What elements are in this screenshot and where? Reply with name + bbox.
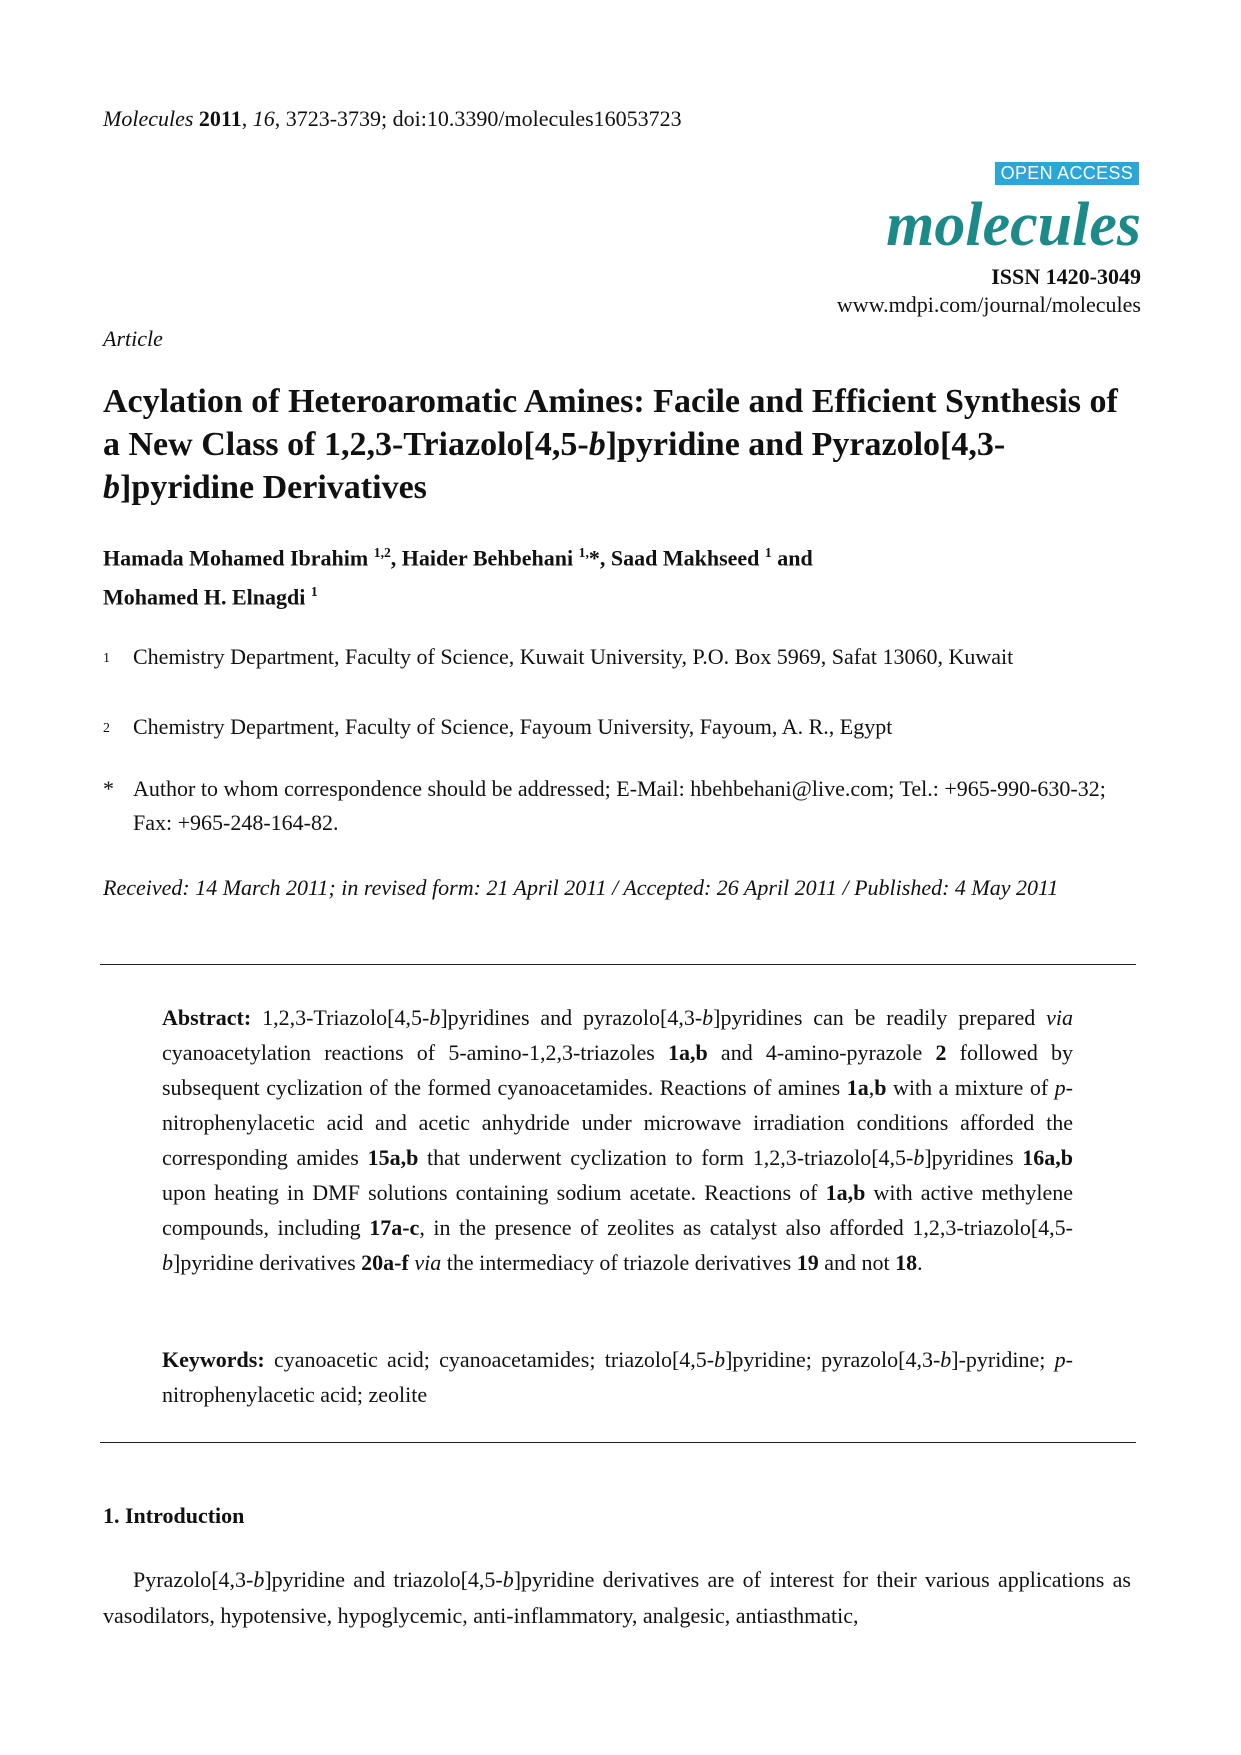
article-type: Article xyxy=(103,326,163,351)
keywords: Keywords: cyanoacetic acid; cyanoacetamides; triazolo[4,5-b]pyridine; pyrazolo[4,3-b]-pyridine; p-nitrophenylacetic acid; zeolite xyxy=(162,1347,1073,1407)
introduction-paragraph: Pyrazolo[4,3-b]pyridine and triazolo[4,5-b]pyridine derivatives are of interest for their various applications as vasodilators, hypotensive, hypoglycemic, anti-inflammatory, analgesic, antiasthmatic, xyxy=(103,1567,1131,1628)
correspondence-marker: * xyxy=(103,776,114,801)
publication-dates: Received: 14 March 2011; in revised form: 21 April 2011 / Accepted: 26 April 2011 / Published: 4 May 2011 xyxy=(103,875,1059,900)
affiliation-marker: 2 xyxy=(103,721,110,736)
affiliation-1 xyxy=(103,640,1143,676)
journal-logo: molecules xyxy=(886,191,1141,259)
section-heading: 1. Introduction xyxy=(103,1503,245,1528)
journal-url[interactable]: www.mdpi.com/journal/molecules xyxy=(836,292,1141,317)
correspondence-text: Author to whom correspondence should be addressed; E-Mail: hbehbehani@live.com; Tel.: +965-990-630-32; Fax: +965-248-164-82. xyxy=(133,776,1106,835)
affiliation-text: Chemistry Department, Faculty of Science, Kuwait University, P.O. Box 5969, Safat 13060, Kuwait xyxy=(133,644,1014,669)
affiliation-text: Chemistry Department, Faculty of Science, Fayoum University, Fayoum, A. R., Egypt xyxy=(133,714,893,739)
affiliation-marker: 1 xyxy=(103,651,110,666)
correspondence xyxy=(103,772,1143,840)
open-access-badge: OPEN ACCESS xyxy=(995,162,1139,185)
affiliation-2 xyxy=(103,710,1143,746)
abstract: Abstract: 1,2,3-Triazolo[4,5-b]pyridines and pyrazolo[4,3-b]pyridines can be readily prepared via cyanoacetylation reactions of 5-amino-1,2,3-triazoles 1a,b and 4-amino-pyrazole 2 followed by subsequent cyclization of the formed cyanoacetamides. Reactions of amines 1a,b with a mixture of p-nitrophenylacetic acid and acetic anhydride under microwave irradiation conditions afforded the corresponding amides 15a,b that underwent cyclization to form 1,2,3-triazolo[4,5-b]pyridines 16a,b upon heating in DMF solutions containing sodium acetate. Reactions of 1a,b with active methylene compounds, including 17a-c, in the presence of zeolites as catalyst also afforded 1,2,3-triazolo[4,5-b]pyridine derivatives 20a-f via the intermediacy of triazole derivatives 19 and not 18. xyxy=(162,1005,1074,1275)
divider-top xyxy=(100,964,1136,965)
issn: ISSN 1420-3049 xyxy=(991,264,1141,289)
divider-bottom xyxy=(100,1442,1136,1443)
author-list: Hamada Mohamed Ibrahim $^{1,2}$, Haider Behbehani $^{1,}$*, Saad Makhseed $^1$ and Mohamed H. Elnagdi $^1$ xyxy=(103,545,813,610)
citation-line: Molecules 2011, 16, 3723-3739; doi:10.3390/molecules16053723 xyxy=(103,106,682,131)
paper-title: Acylation of Heteroaromatic Amines: Facile and Efficient Synthesis of a New Class of 1,2,3-Triazolo[4,5-b]pyridine and Pyrazolo[4,3-b]pyridine Derivatives xyxy=(103,383,1118,506)
